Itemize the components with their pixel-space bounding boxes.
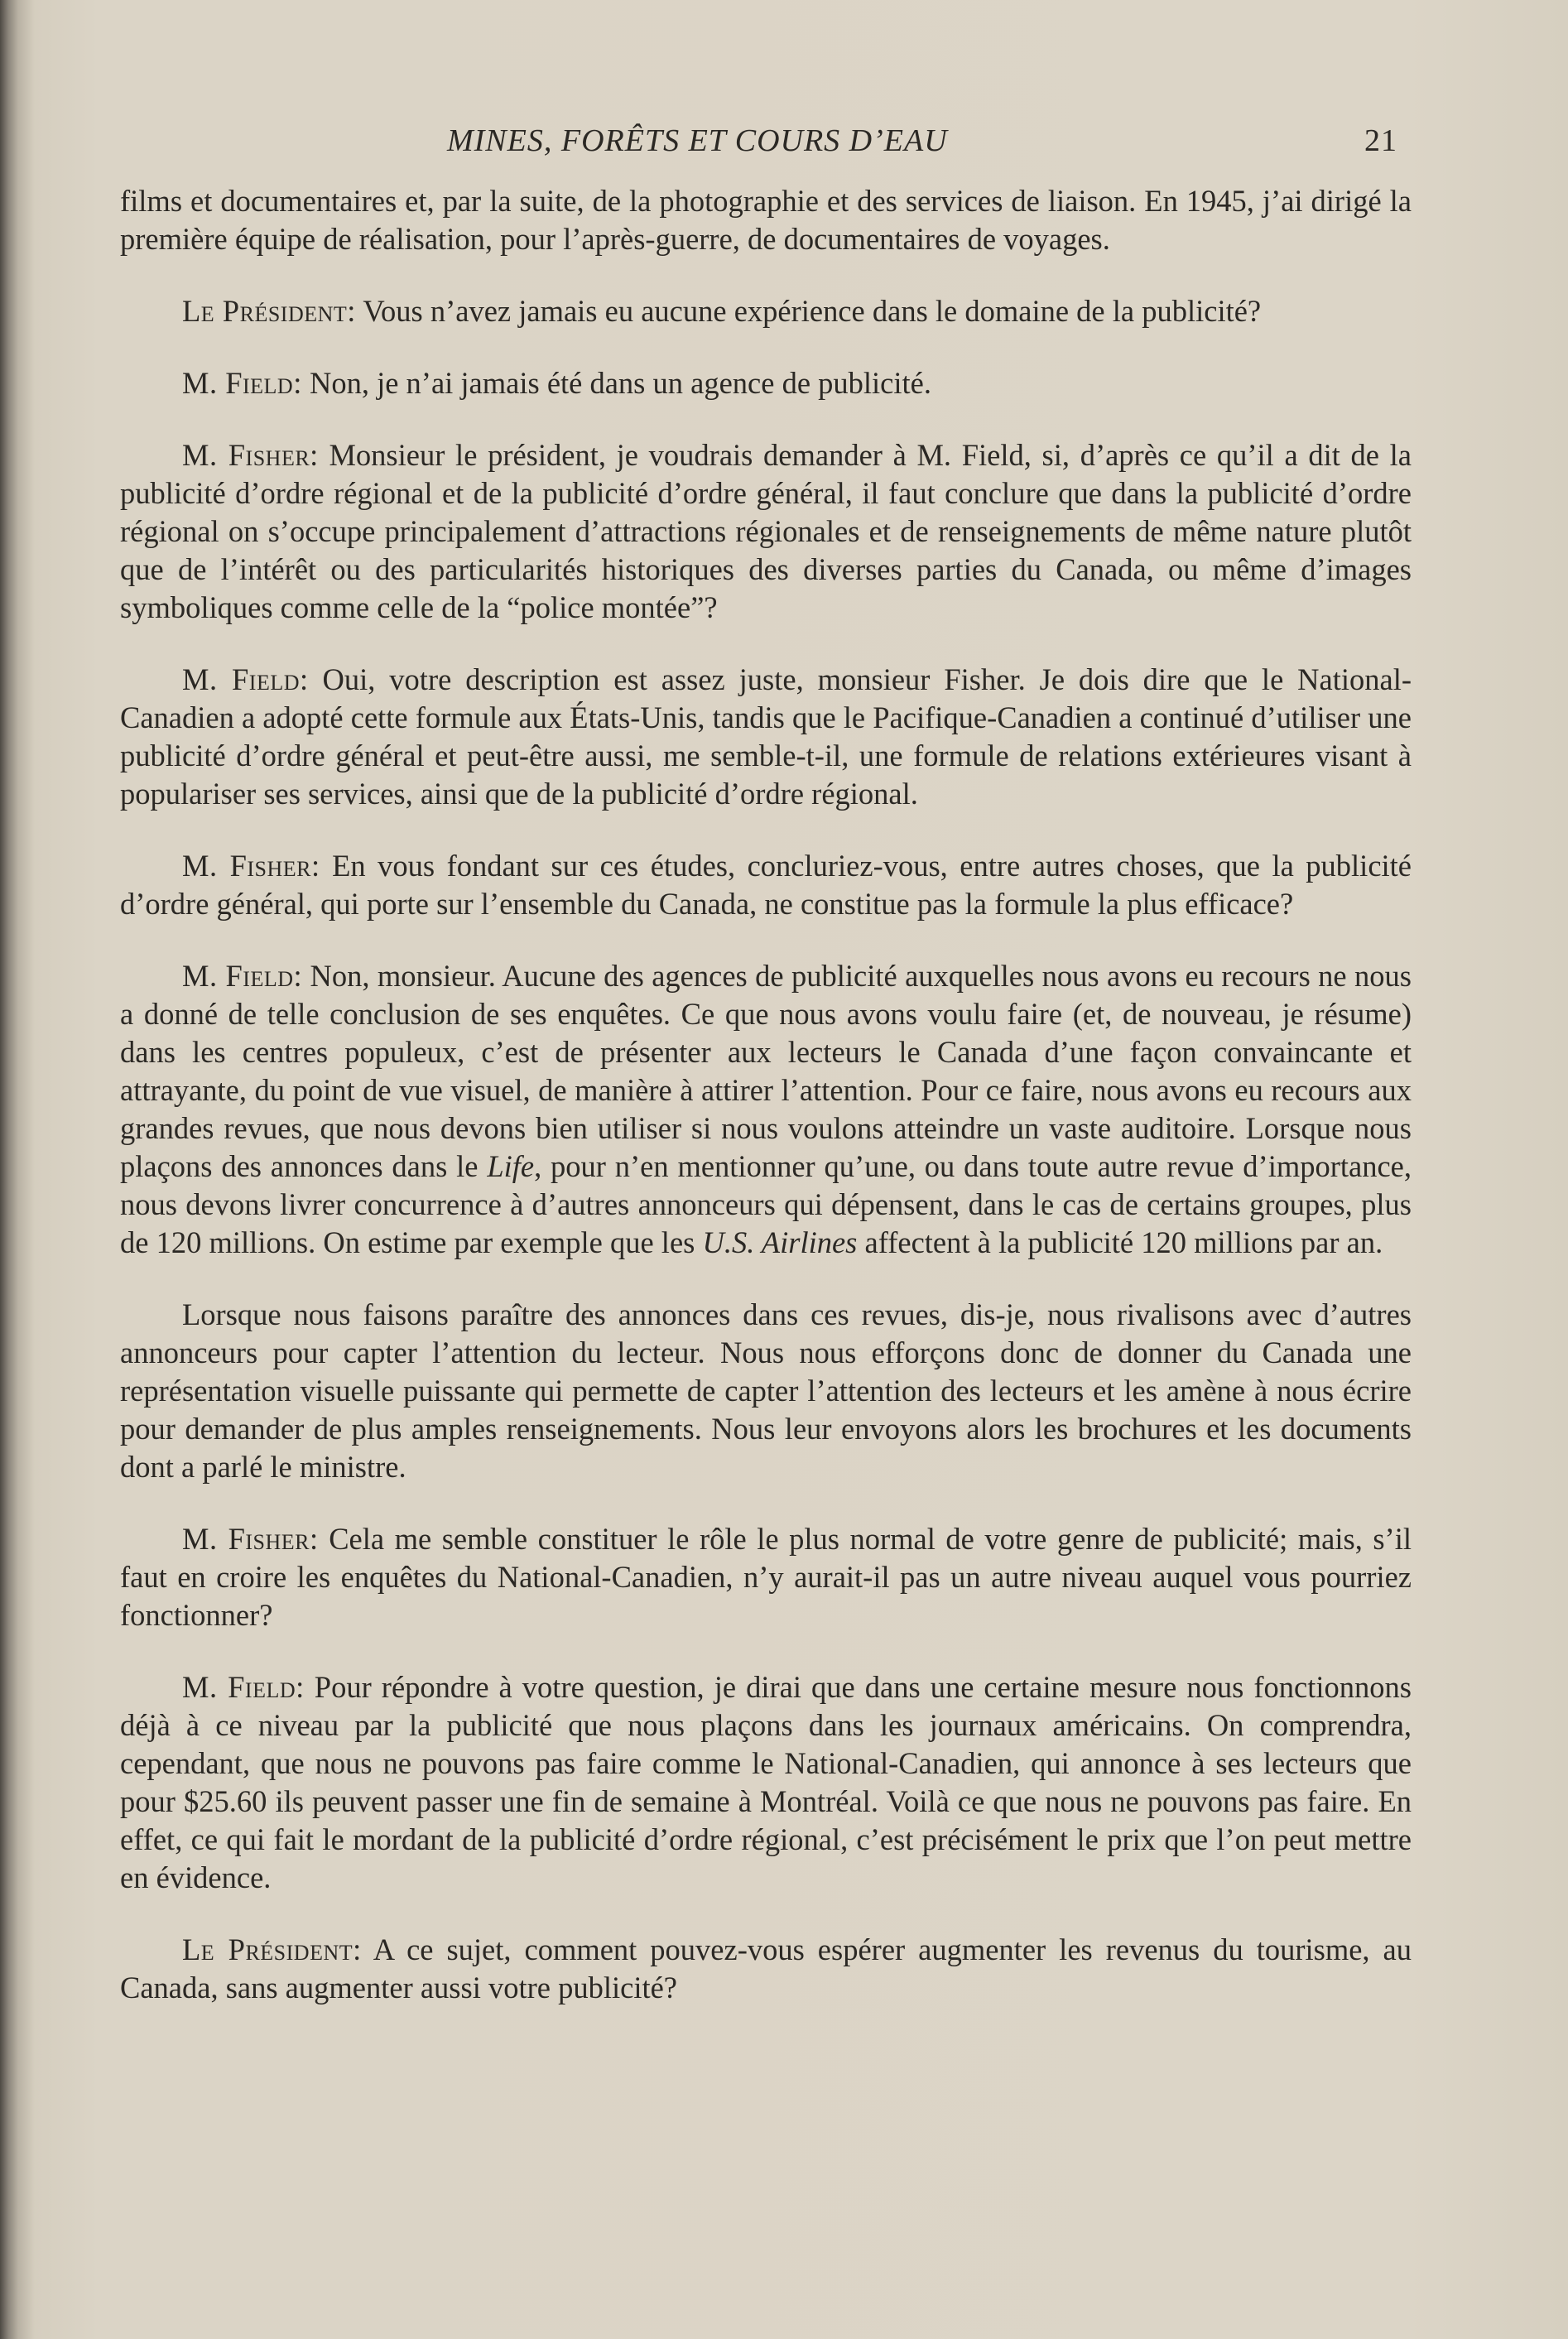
paragraph-field-1 (120, 364, 1412, 402)
page-number: 21 (1364, 123, 1397, 158)
paragraph-text: Monsieur le président, je voudrais demander à M. Field, si, d’après ce qu’il a dit de la publicité d’ordre régional et de la publicité d’ordre général, il faut conclure que dans la publicité d’ordre régional on s’occupe principalement d’attractions régionales et de renseignements de même nature plutôt que de l’intérêt ou des particularités historiques des diverses parties du Canada, ou même d’images symboliques comme celle de la “police montée”? (120, 438, 1412, 624)
paragraph-text: Oui, votre description est assez juste, monsieur Fisher. Je dois dire que le National-Canadien a adopté cette formule aux États-Unis, tandis que le Pacifique-Canadien a continué d’utiliser une publicité d’ordre général et peut-être aussi, me semble-t-il, une formule de relations extérieures visant à populariser ses services, ainsi que de la publicité d’ordre régional. (120, 662, 1412, 811)
speaker-label: M. Field: (182, 662, 309, 696)
paragraph-text: En vous fondant sur ces études, concluriez-vous, entre autres choses, que la publicité d’ordre général, qui porte sur l’ensemble du Canada, ne constitue pas la formule la plus efficace? (120, 849, 1412, 921)
paragraph-president-2 (120, 1931, 1412, 2007)
paragraph-text: , pour n’en mentionner qu’une, ou dans toute autre revue d’importance, nous devons livrer concurrence à d’autres annonceurs qui dépensent, dans le cas de certains groupes, plus de 120 millions. On estime par exemple que les (120, 1149, 1412, 1259)
paragraph-text: A ce sujet, comment pouvez-vous espérer augmenter les revenus du tourisme, au Canada, sans augmenter aussi votre publicité? (120, 1932, 1412, 2005)
speaker-label: M. Fisher: (182, 438, 319, 472)
running-title: MINES, FORÊTS ET COURS D’EAU (447, 123, 948, 158)
paragraph-text: Lorsque nous faisons paraître des annonces dans ces revues, dis-je, nous rivalisons avec d’autres annonceurs pour capter l’attention du lecteur. Nous nous efforçons donc de donner du Canada une représentation visuelle puissante qui permette de capter l’attention des lecteurs et les amène à nous écrire pour demander de plus amples renseignements. Nous leur envoyons alors les brochures et les documents dont a parlé le ministre. (120, 1297, 1412, 1484)
running-head (447, 123, 1407, 166)
paragraph-text: Pour répondre à votre question, je dirai que dans une certaine mesure nous fonctionnons déjà à ce niveau par la publicité que nous plaçons dans les journaux américains. On comprendra, cependant, que nous ne pouvons pas faire comme le National-Canadien, qui annonce à ses lecteurs que pour $25.60 ils peuvent passer une fin de semaine à Montréal. Voilà ce que nous ne pouvons pas faire. En effet, ce qui fait le mordant de la publicité d’ordre régional, c’est précisément le prix que l’on peut mettre en évidence. (120, 1670, 1412, 1894)
italic-title-us-airlines: U.S. Airlines (702, 1225, 858, 1259)
paragraph-field-3 (120, 957, 1412, 1262)
speaker-label: M. Field: (182, 366, 302, 400)
italic-title-life: Life (487, 1149, 535, 1183)
speaker-label: M. Fisher: (182, 849, 320, 883)
paragraph-text: Cela me semble constituer le rôle le plus normal de votre genre de publicité; mais, s’il faut en croire les enquêtes du National-Canadien, n’y aurait-il pas un autre niveau auquel vous pourriez fonctionner? (120, 1522, 1412, 1632)
paragraph-text: affectent à la publicité 120 millions par an. (857, 1225, 1383, 1259)
speaker-label: M. Fisher: (182, 1522, 319, 1556)
speaker-label: Le Président: (182, 294, 356, 328)
paragraph-text: Non, je n’ai jamais été dans un agence de publicité. (301, 366, 931, 400)
paragraph-text: Vous n’avez jamais eu aucune expérience dans le domaine de la publicité? (355, 294, 1262, 328)
speaker-label: Le Président: (182, 1932, 362, 1966)
paragraph-text: films et documentaires et, par la suite, de la photographie et des services de liaison. En 1945, j’ai dirigé la première équipe de réalisation, pour l’après-guerre, de documentaires de voyages. (120, 184, 1412, 256)
paragraph-president-1 (120, 292, 1412, 330)
paragraph-fisher-1 (120, 436, 1412, 627)
paragraph-field-2 (120, 661, 1412, 813)
paragraph-field-4 (120, 1668, 1412, 1897)
paragraph-field-3-continued (120, 1296, 1412, 1486)
paragraph-fisher-3 (120, 1520, 1412, 1634)
paragraph-continuation (120, 182, 1412, 258)
speaker-label: M. Field: (182, 1670, 305, 1704)
speaker-label: M. Field: (182, 959, 303, 993)
paragraph-fisher-2 (120, 847, 1412, 923)
paragraph-text: Non, monsieur. Aucune des agences de publicité auxquelles nous avons eu recours ne nous a donné de telle conclusion de ses enquêtes. Ce que nous avons voulu faire (et, de nouveau, je résume) dans les centres populeux, c’est de présenter aux lecteurs le Canada d’une façon convaincante et attrayante, du point de vue visuel, de manière à attirer l’attention. Pour ce faire, nous avons eu recours aux grandes revues, que nous devons bien utiliser si nous voulons atteindre un vaste auditoire. Lorsque nous plaçons des annonces dans le (120, 959, 1412, 1183)
body-text (120, 182, 1412, 2041)
